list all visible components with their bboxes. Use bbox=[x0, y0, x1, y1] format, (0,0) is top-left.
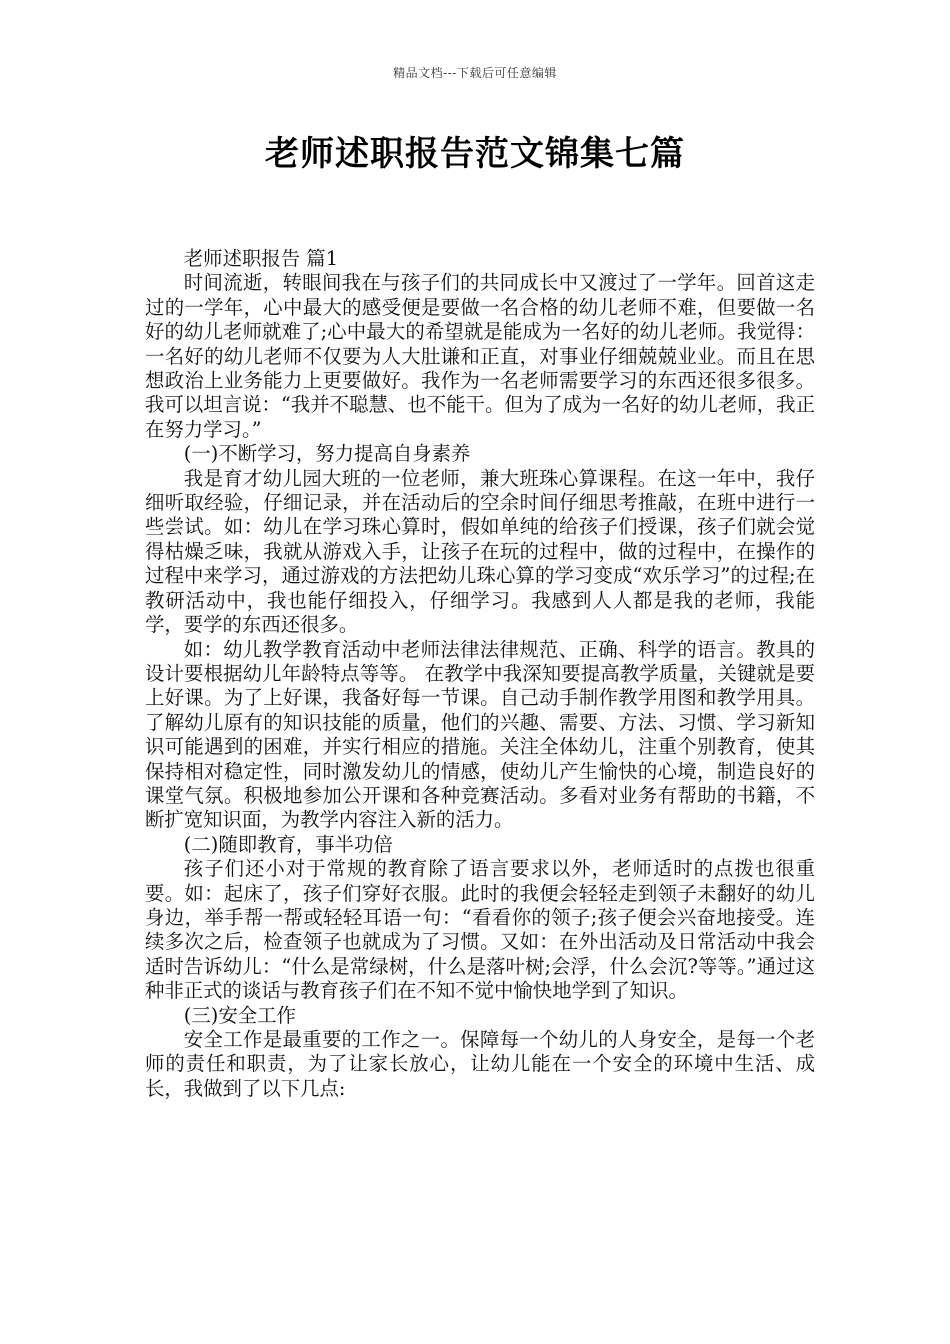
header-note: 精品文档---下载后可任意编辑 bbox=[393, 66, 557, 80]
subsection-heading: (三)安全工作 bbox=[183, 1003, 296, 1027]
document-title: 老师述职报告范文锦集七篇 bbox=[265, 134, 685, 174]
paragraph: 我是育才幼儿园大班的一位老师，兼大班珠心算课程。在这一年中，我仔细听取经验，仔细记录，并在活动后的空余时间仔细思考推敲，在班中进行一些尝试。如：幼儿在学习珠心算时，假如单纯的给孩子们授课，孩子们就会觉得枯燥乏味，我就从游戏入手，让孩子在玩的过程中，做的过程中，在操作的过程中来学习，通过游戏的方法把幼儿珠心算的学习变成“欢乐学习”的过程;在教研活动中，我也能仔细投入，仔细学习。我感到人人都是我的老师，我能学，要学的东西还很多。 bbox=[145, 466, 815, 637]
paragraph: 如：幼儿教学教育活动中老师法律法律规范、正确、科学的语言。教具的设计要根据幼儿年龄特点等等。 在教学中我深知要提高教学质量，关键就是要上好课。为了上好课，我备好每一节课。自己动手制作教学用图和教学用具。了解幼儿原有的知识技能的质量，他们的兴趣、需要、方法、习惯、学习新知识可能遇到的困难，并实行相应的措施。关注全体幼儿，注重个别教育，使其保持相对稳定性，同时激发幼儿的情感，使幼儿产生愉快的心境，制造良好的课堂气氛。积极地参加公开课和各种竞赛活动。多看对业务有帮助的书籍，不断扩宽知识面，为教学内容注入新的活力。 bbox=[145, 637, 815, 832]
section-heading: 老师述职报告 篇1 bbox=[183, 247, 339, 270]
paragraph: 孩子们还小对于常规的教育除了语言要求以外，老师适时的点拨也很重要。如：起床了，孩子们穿好衣服。此时的我便会轻轻走到领子未翻好的幼儿身边，举手帮一帮或轻轻耳语一句：“看看你的领子;孩子便会兴奋地接受。连续多次之后，检查领子也就成为了习惯。又如：在外出活动及日常活动中我会适时告诉幼儿：“什么是常绿树，什么是落叶树;会浮，什么会沉?等等。”通过这种非正式的谈话与教育孩子们在不知不觉中愉快地学到了知识。 bbox=[145, 857, 815, 1003]
document-body bbox=[145, 247, 815, 1101]
paragraph: 安全工作是最重要的工作之一。保障每一个幼儿的人身安全，是每一个老师的责任和职责，为了让家长放心，让幼儿能在一个安全的环境中生活、成长，我做到了以下几点: bbox=[145, 1028, 815, 1100]
subsection-heading: (一)不断学习，努力提高自身素养 bbox=[183, 442, 471, 466]
paragraph: 时间流逝，转眼间我在与孩子们的共同成长中又渡过了一学年。回首这走过的一学年，心中最大的感受便是要做一名合格的幼儿老师不难，但要做一名好的幼儿老师就难了;心中最大的希望就是能成为一名好的幼儿老师。我觉得：一名好的幼儿老师不仅要为人大肚谦和正直，对事业仔细兢兢业业。而且在思想政治上业务能力上更要做好。我作为一名老师需要学习的东西还很多很多。我可以坦言说：“我并不聪慧、也不能干。但为了成为一名好的幼儿老师，我正在努力学习。” bbox=[145, 271, 815, 441]
subsection-heading: (二)随即教育，事半功倍 bbox=[183, 832, 393, 856]
